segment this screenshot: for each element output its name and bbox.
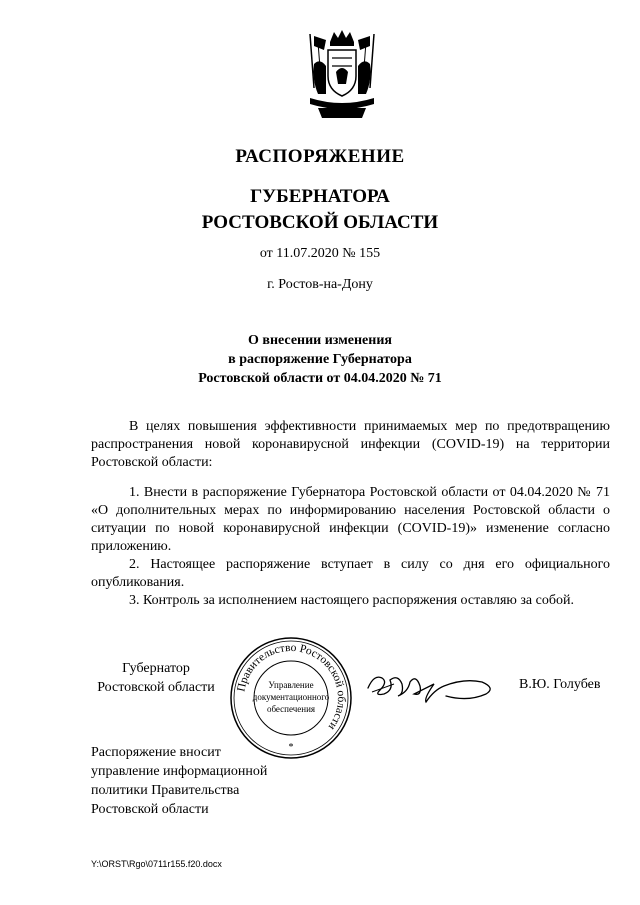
stamp-ring-text: Правительство Ростовской области (235, 641, 348, 733)
date-number: от 11.07.2020 № 155 (259, 246, 381, 261)
city: г. Ростов-на-Дону (267, 277, 373, 292)
issuer-title (0, 184, 640, 236)
signatory-title-line-1: Губернатор (122, 661, 190, 676)
subject-line-2: в распоряжение Губернатора (228, 352, 412, 367)
submitter-line-1: Распоряжение вносит (91, 745, 221, 760)
stamp-center-line-1: Управление (268, 680, 314, 690)
item-1: 1. Внести в распоряжение Губернатора Ростовской области от 04.04.2020 № 71 «О дополнительных мерах по информированию населения Ростовской области о ситуации по новой коронавирусной инфекции (COVID-19)» изменение согласно приложению. (91, 485, 610, 554)
intro-paragraph (91, 418, 610, 472)
items-list (91, 484, 610, 610)
issuer-line-1: ГУБЕРНАТОРА (250, 186, 390, 207)
submitter-line-2: управление информационной (91, 764, 268, 779)
submitter-line-3: политики Правительства (91, 783, 240, 798)
submitter-line-4: Ростовской области (91, 802, 209, 817)
submitter-block (91, 743, 267, 819)
file-path: Y:\ORST\Rgo\0711r155.f20.docx (91, 859, 222, 869)
subject-line-1: О внесении изменения (248, 333, 392, 348)
intro-text: В целях повышения эффективности принимаемых мер по предотвращению распространения новой коронавирусной инфекции (COVID-19) на территории Ростовской области: (91, 419, 610, 470)
stamp-center-line-3: обеспечения (266, 704, 316, 714)
subject-heading (0, 331, 640, 388)
stamp-center-line-2: документационного (252, 692, 330, 702)
stamp-star: * (288, 742, 294, 753)
subject-line-3: Ростовской области от 04.04.2020 № 71 (198, 371, 442, 386)
coat-of-arms-emblem (300, 28, 384, 122)
handwritten-signature (364, 664, 496, 706)
item-2: 2. Настоящее распоряжение вступает в силу со дня его официального опубликования. (91, 557, 610, 590)
signatory-title (91, 659, 221, 697)
signatory-title-line-2: Ростовской области (97, 680, 215, 695)
item-3: 3. Контроль за исполнением настоящего распоряжения оставляю за собой. (129, 593, 574, 608)
official-stamp (229, 636, 353, 760)
signatory-name: В.Ю. Голубев (519, 677, 601, 692)
issuer-line-2: РОСТОВСКОЙ ОБЛАСТИ (201, 212, 439, 233)
document-type-title: РАСПОРЯЖЕНИЕ (235, 146, 405, 167)
